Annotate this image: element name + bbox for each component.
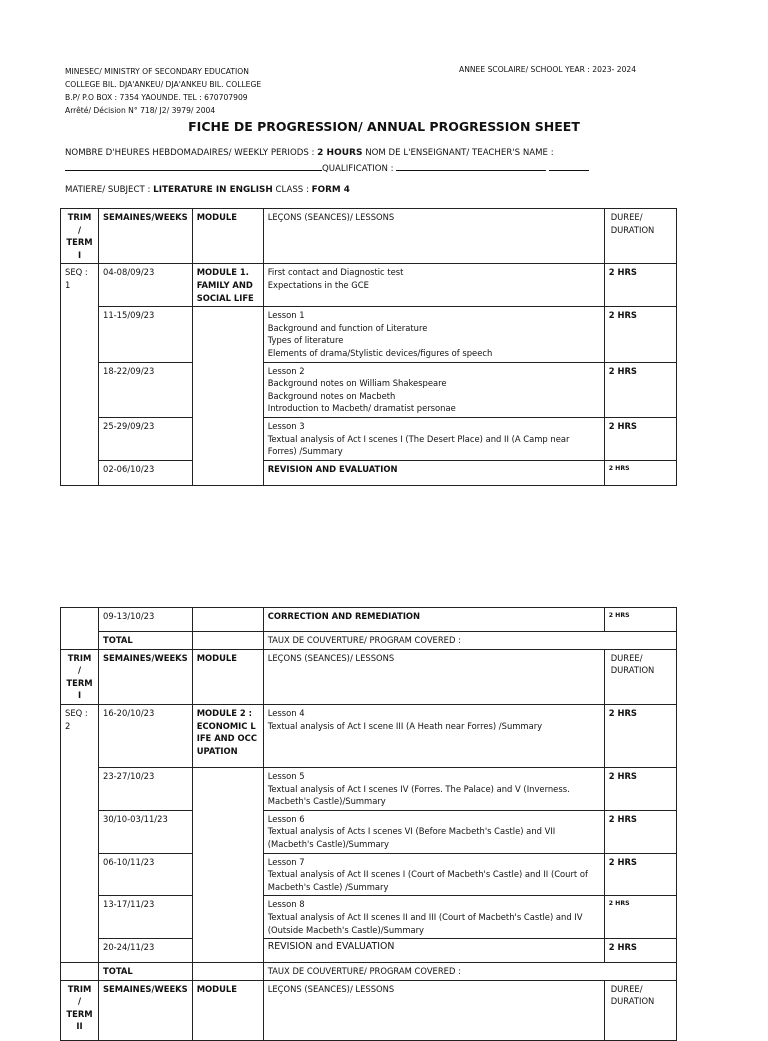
sequence-cell: SEQ : 2 <box>61 704 99 962</box>
week-cell: 09-13/10/23 <box>99 608 193 632</box>
table-row <box>61 704 677 767</box>
table-row <box>61 460 677 485</box>
qualification-label: QUALIFICATION : <box>322 164 394 174</box>
subject-value: LITERATURE IN ENGLISH <box>153 185 273 195</box>
weeks-header: SEMAINES/WEEKS <box>99 209 193 264</box>
duration-cell: 2 HRS <box>604 704 676 767</box>
week-cell: 30/10-03/11/23 <box>99 810 193 853</box>
duration-cell: 2 HRS <box>604 460 676 485</box>
lesson-cell: REVISION and EVALUATION <box>263 939 604 963</box>
duration-cell: 2 HRS <box>604 939 676 963</box>
duration-header: DUREE/ DURATION <box>604 980 676 1040</box>
page-title: FICHE DE PROGRESSION/ ANNUAL PROGRESSION SHEET <box>188 119 580 134</box>
table-row <box>61 608 677 632</box>
module-cell: MODULE 2 : ECONOMIC LIFE AND OCCUPATION <box>192 704 263 767</box>
duration-header: DUREE/ DURATION <box>604 649 676 704</box>
lesson-line: Textual analysis of Act I scenes I (The Desert Place) and II (A Camp near Forres) /Summary <box>267 433 570 457</box>
progression-table-page-1 <box>60 208 677 486</box>
lesson-line: Textual analysis of Acts I scenes VI (Before Macbeth's Castle) and VII (Macbeth's Castle)/Summary <box>267 826 556 849</box>
module-header: MODULE <box>192 649 263 704</box>
lesson-line: Expectations in the GCE <box>267 279 369 290</box>
week-cell: 06-10/11/23 <box>99 853 193 896</box>
lesson-cell <box>263 896 604 939</box>
module-empty-cell <box>192 767 263 962</box>
table-row <box>61 767 677 810</box>
qualification-line <box>65 162 589 174</box>
lesson-cell <box>263 264 604 307</box>
module-cell: MODULE 1. FAMILY AND SOCIAL LIFE <box>192 264 263 307</box>
lesson-title: Lesson 6 <box>267 813 305 824</box>
lesson-title: Lesson 2 <box>267 365 305 376</box>
lessons-header: LEÇONS (SEANCES)/ LESSONS <box>263 209 604 264</box>
ministry-line: MINESEC/ MINISTRY OF SECONDARY EDUCATION <box>65 67 249 76</box>
duration-cell: 2 HRS <box>604 362 676 417</box>
duration-cell: 2 HRS <box>604 264 676 307</box>
lesson-cell <box>263 307 604 362</box>
module-header: MODULE <box>192 980 263 1040</box>
teacher-label: NOM DE L'ENSEIGNANT/ TEACHER'S NAME : <box>362 148 554 158</box>
lesson-cell <box>263 362 604 417</box>
duration-cell: 2 HRS <box>604 810 676 853</box>
lessons-header: LEÇONS (SEANCES)/ LESSONS <box>263 649 604 704</box>
duration-cell: 2 HRS <box>604 417 676 460</box>
lesson-title: Lesson 8 <box>267 899 305 910</box>
subject-label: MATIERE/ SUBJECT : <box>65 185 154 195</box>
duration-cell: 2 HRS <box>604 853 676 896</box>
table-row <box>61 896 677 939</box>
duration-cell: 2 HRS <box>604 767 676 810</box>
lesson-cell <box>263 704 604 767</box>
qualification-blank-2 <box>549 162 589 171</box>
trim-empty-cell <box>61 608 99 650</box>
lesson-title: Lesson 7 <box>267 856 305 867</box>
table-row <box>61 417 677 460</box>
duration-cell: 2 HRS <box>604 896 676 939</box>
duration-cell: 2 HRS <box>604 608 676 632</box>
program-covered-label: TAUX DE COUVERTURE/ PROGRAM COVERED : <box>263 632 676 650</box>
teacher-name-blank <box>65 162 322 171</box>
week-cell: 20-24/11/23 <box>99 939 193 963</box>
table-row <box>61 307 677 362</box>
total-label: TOTAL <box>99 963 193 981</box>
week-cell: 18-22/09/23 <box>99 362 193 417</box>
week-cell: 04-08/09/23 <box>99 264 193 307</box>
lesson-cell: CORRECTION AND REMEDIATION <box>263 608 604 632</box>
weekly-periods-line <box>65 148 554 158</box>
total-row <box>61 632 677 650</box>
trim-header: TRIM / TERM II <box>61 980 99 1040</box>
subject-line <box>65 185 350 195</box>
school-year: ANNEE SCOLAIRE/ SCHOOL YEAR : 2023- 2024 <box>459 65 637 74</box>
class-label: CLASS : <box>272 185 312 195</box>
lesson-line: Background notes on Macbeth <box>267 390 396 401</box>
table-header-row <box>61 209 677 264</box>
decision-line: Arrêté/ Décision N° 718/ J2/ 3979/ 2004 <box>65 106 216 115</box>
lesson-title: Lesson 3 <box>267 420 305 431</box>
total-empty-cell <box>192 963 263 981</box>
hours-value: 2 HOURS <box>317 148 363 158</box>
table-row <box>61 810 677 853</box>
module-empty-cell <box>192 307 263 486</box>
lesson-line: Textual analysis of Act I scene III (A Heath near Forres) /Summary <box>267 720 543 731</box>
progression-table-page-2 <box>60 607 677 1041</box>
total-empty-cell <box>192 632 263 650</box>
total-label: TOTAL <box>99 632 193 650</box>
address-line: B.P/ P.O BOX : 7354 YAOUNDE. TEL : 670707909 <box>65 93 248 102</box>
hours-label: NOMBRE D'HEURES HEBDOMADAIRES/ WEEKLY PERIODS : <box>65 148 318 158</box>
lesson-cell <box>263 767 604 810</box>
sequence-cell: SEQ : 1 <box>61 264 99 485</box>
lesson-cell <box>263 853 604 896</box>
week-cell: 11-15/09/23 <box>99 307 193 362</box>
lesson-cell: REVISION AND EVALUATION <box>263 460 604 485</box>
lesson-line: Textual analysis of Act II scenes II and III (Court of Macbeth's Castle) and IV (Outside Macbeth's Castle)/Summary <box>267 911 583 935</box>
duration-cell: 2 HRS <box>604 307 676 362</box>
table-row <box>61 853 677 896</box>
lesson-line: Types of literature <box>267 335 344 346</box>
module-empty-cell <box>192 608 263 632</box>
table-header-row <box>61 980 677 1040</box>
college-line: COLLEGE BIL. DJA'ANKEU/ DJA'ANKEU BIL. COLLEGE <box>65 80 262 89</box>
trim-empty-cell <box>61 963 99 981</box>
lesson-cell <box>263 810 604 853</box>
week-cell: 23-27/10/23 <box>99 767 193 810</box>
week-cell: 16-20/10/23 <box>99 704 193 767</box>
school-header <box>65 65 261 117</box>
duration-header: DUREE/ DURATION <box>604 209 676 264</box>
lesson-line: Textual analysis of Act I scenes IV (Forres. The Palace) and V (Inverness. Macbeth's Castle)/Summary <box>267 783 570 807</box>
class-value: FORM 4 <box>311 185 350 195</box>
program-covered-label: TAUX DE COUVERTURE/ PROGRAM COVERED : <box>263 963 676 981</box>
lesson-line: Background notes on William Shakespeare <box>267 378 447 389</box>
week-cell: 02-06/10/23 <box>99 460 193 485</box>
lesson-line: Introduction to Macbeth/ dramatist personae <box>267 403 456 414</box>
lesson-title: Lesson 1 <box>267 310 305 321</box>
lesson-cell <box>263 417 604 460</box>
table-header-row <box>61 649 677 704</box>
lesson-title: Lesson 5 <box>267 770 305 781</box>
total-row <box>61 963 677 981</box>
lesson-title: Lesson 4 <box>267 707 305 718</box>
weeks-header: SEMAINES/WEEKS <box>99 980 193 1040</box>
table-row <box>61 362 677 417</box>
module-header: MODULE <box>192 209 263 264</box>
trim-header: TRIM / TERM I <box>61 649 99 704</box>
qualification-blank-1 <box>396 162 546 171</box>
lessons-header: LEÇONS (SEANCES)/ LESSONS <box>263 980 604 1040</box>
trim-header: TRIM / TERM I <box>61 209 99 264</box>
week-cell: 13-17/11/23 <box>99 896 193 939</box>
lesson-line: First contact and Diagnostic test <box>267 267 404 278</box>
table-row <box>61 939 677 963</box>
lesson-line: Elements of drama/Stylistic devices/figures of speech <box>267 347 493 358</box>
weeks-header: SEMAINES/WEEKS <box>99 649 193 704</box>
lesson-line: Background and function of Literature <box>267 322 428 333</box>
table-row <box>61 264 677 307</box>
lesson-line: Textual analysis of Act II scenes I (Court of Macbeth's Castle) and II (Court of Macbeth's Castle) /Summary <box>267 869 588 892</box>
week-cell: 25-29/09/23 <box>99 417 193 460</box>
